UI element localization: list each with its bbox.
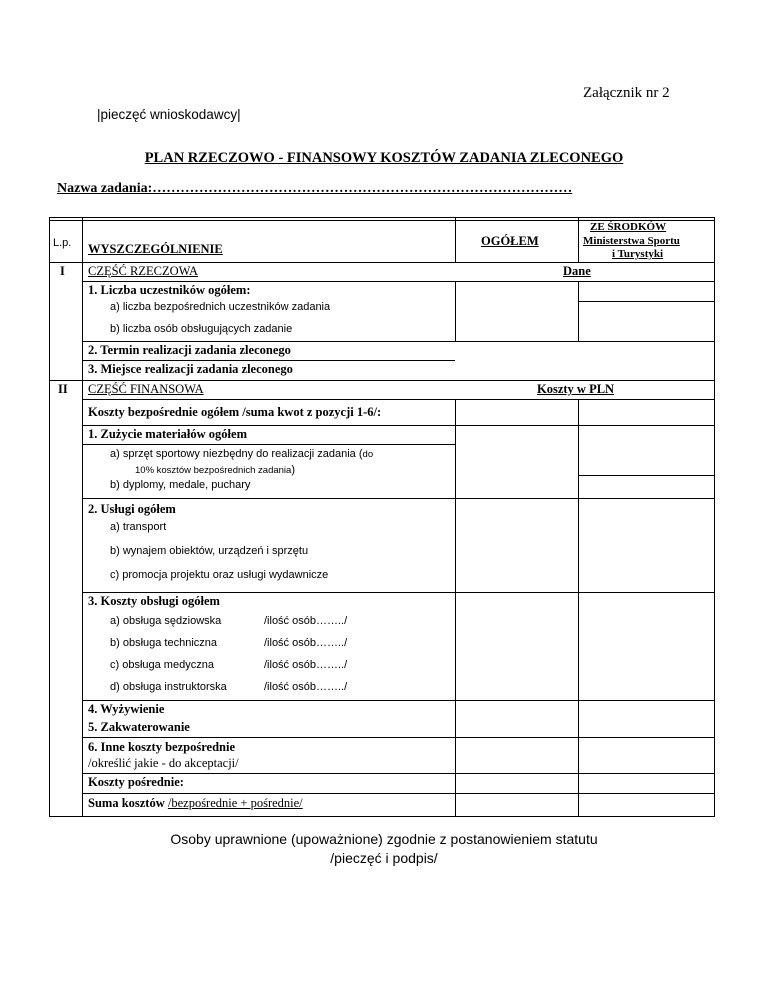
materials-label: 1. Zużycie materiałów ogółem bbox=[88, 427, 247, 441]
section-1-name: CZĘŚĆ RZECZOWA bbox=[88, 264, 199, 278]
technical-persons: /ilość osób……../ bbox=[264, 637, 348, 649]
attachment-label: Załącznik nr 2 bbox=[583, 85, 670, 101]
medical-persons: /ilość osób……../ bbox=[264, 659, 348, 671]
participants-total-label: 1. Liczba uczestników ogółem: bbox=[88, 283, 251, 297]
referee-label: a) obsługa sędziowska bbox=[110, 615, 222, 627]
services-label: 2. Usługi ogółem bbox=[88, 502, 176, 516]
lp-header: L.p. bbox=[53, 237, 72, 249]
promotion-label: c) promocja projektu oraz usługi wydawnicze bbox=[110, 569, 329, 581]
signature-note: /pieczęć i podpis/ bbox=[330, 850, 438, 866]
section-1-number: I bbox=[60, 264, 65, 278]
section-2-name: CZĘŚĆ FINANSOWA bbox=[88, 382, 204, 396]
direct-costs-label: Koszty bezpośrednie ogółem /suma kwot z pozycji 1-6/: bbox=[88, 405, 382, 419]
rental-label: b) wynajem obiektów, urządzeń i sprzętu bbox=[110, 545, 309, 557]
other-costs-note: /określić jakie - do akceptacji/ bbox=[88, 756, 239, 770]
from-header-3: i Turystyki bbox=[612, 248, 664, 260]
equipment-limit-note: 10% kosztów bezpośrednich zadania) bbox=[135, 464, 295, 476]
from-header-1: ZE ŚRODKÓW bbox=[590, 221, 667, 233]
term-label: 2. Termin realizacji zadania zleconego bbox=[88, 343, 291, 357]
task-name-field: Nazwa zadania:……………………………………………………………………………… bbox=[57, 181, 573, 196]
technical-label: b) obsługa techniczna bbox=[110, 637, 218, 649]
indirect-costs-label: Koszty pośrednie: bbox=[88, 775, 184, 789]
direct-participants-label: a) liczba bezpośrednich uczestników zadania bbox=[110, 301, 331, 313]
food-label: 4. Wyżywienie bbox=[88, 702, 165, 716]
diplomas-label: b) dyplomy, medale, puchary bbox=[110, 479, 251, 491]
staff-count-label: b) liczba osób obsługujących zadanie bbox=[110, 323, 293, 335]
from-header-2: Ministerstwa Sportu bbox=[583, 235, 680, 247]
page-title: PLAN RZECZOWO - FINANSOWY KOSZTÓW ZADANIA ZLECONEGO bbox=[144, 150, 624, 166]
service-costs-label: 3. Koszty obsługi ogółem bbox=[88, 594, 220, 608]
transport-label: a) transport bbox=[110, 521, 167, 533]
sports-equipment-label: a) sprzęt sportowy niezbędny do realizacji zadania (do bbox=[110, 448, 374, 460]
spec-header: WYSZCZEGÓLNIENIE bbox=[88, 242, 223, 256]
section-2-number: II bbox=[58, 382, 68, 396]
authorized-persons-note: Osoby uprawnione (upoważnione) zgodnie z postanowieniem statutu bbox=[170, 831, 598, 847]
medical-label: c) obsługa medyczna bbox=[110, 659, 214, 671]
cost-sum-row: Suma kosztów /bezpośrednie + pośrednie/ bbox=[88, 796, 303, 810]
referee-persons: /ilość osób……../ bbox=[264, 615, 348, 627]
lodging-label: 5. Zakwaterowanie bbox=[88, 720, 190, 734]
instructor-label: d) obsługa instruktorska bbox=[110, 681, 227, 693]
place-label: 3. Miejsce realizacji zadania zleconego bbox=[88, 362, 293, 376]
instructor-persons: /ilość osób……../ bbox=[264, 681, 348, 693]
section-2-column-label: Koszty w PLN bbox=[537, 382, 615, 396]
section-1-column-label: Dane bbox=[563, 264, 591, 278]
other-costs-label: 6. Inne koszty bezpośrednie bbox=[88, 740, 236, 754]
applicant-stamp-label: |pieczęć wnioskodawcy| bbox=[97, 107, 241, 122]
total-header: OGÓŁEM bbox=[481, 234, 539, 248]
